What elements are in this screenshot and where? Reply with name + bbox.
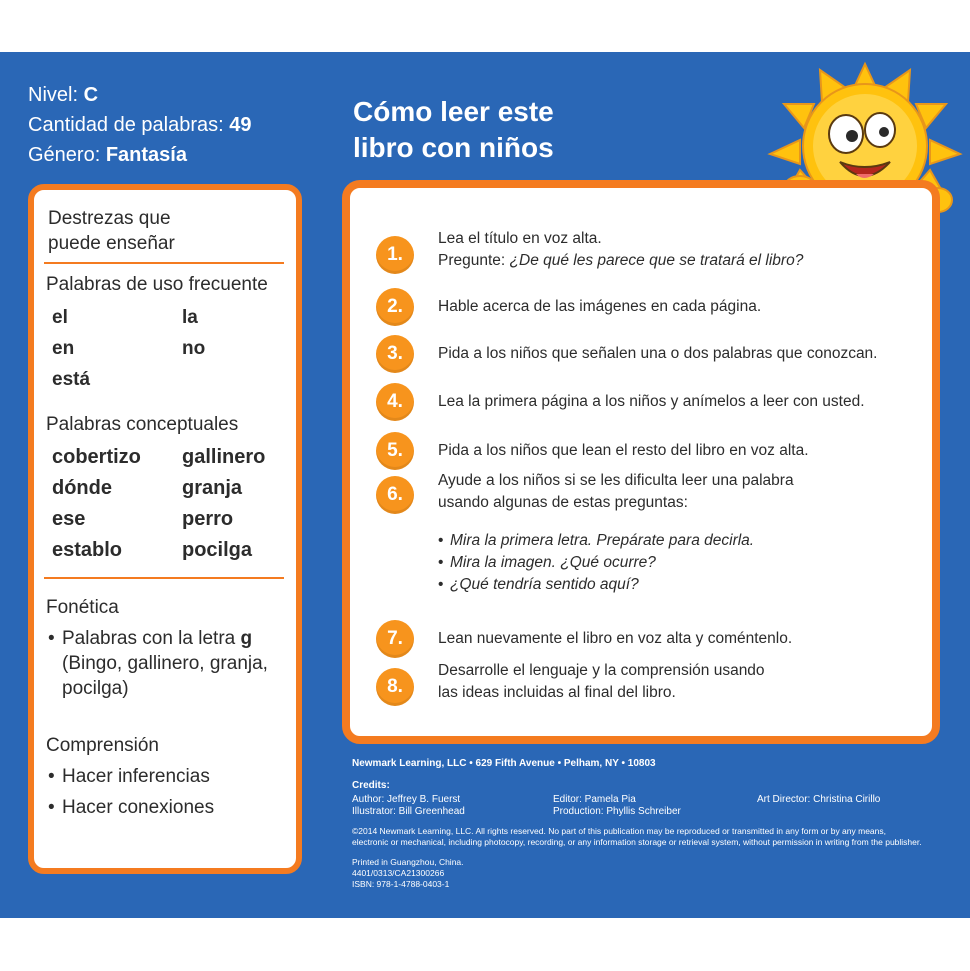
isbn: ISBN: 978-1-4788-0403-1 [352,879,450,889]
step-line [438,250,918,272]
step-line: Lea el título en voz alta. [438,230,602,247]
list-item [46,626,282,701]
title-line-2: libro con niños [353,132,554,163]
legal-line: electronic or mechanical, including photocopy, recording, or any information storage or retrieval system, without permission in writing from the publisher. [352,837,922,847]
printed-location: Printed in Guangzhou, China. [352,857,464,867]
step-line: las ideas incluidas al final del libro. [438,684,676,701]
word: perro [182,508,234,530]
step-number: 6. [376,476,414,514]
word: no [182,338,206,359]
step-number: 8. [376,668,414,706]
production-credit: Production: Phyllis Schreiber [553,806,681,817]
step-line: Desarrolle el lenguaje y la comprensión usando [438,662,765,679]
author-credit: Author: Jeffrey B. Fuerst [352,794,461,805]
step-text: Pida a los niños que señalen una o dos palabras que conozcan. [438,345,878,362]
section-divider [44,262,284,264]
printing-info [352,857,464,890]
book-meta [28,80,252,170]
step-text [438,470,918,596]
step-number: 2. [376,288,414,326]
art-director-credit: Art Director: Christina Cirillo [757,794,881,805]
word: ese [52,508,86,530]
publisher-line: Newmark Learning, LLC • 629 Fifth Avenue • Pelham, NY • 10803 [352,758,656,769]
credits-column-2 [553,794,681,818]
word: está [52,369,91,390]
step-text: Lean nuevamente el libro en voz alta y coméntenlo. [438,630,793,647]
high-frequency-title: Palabras de uso frecuente [46,274,268,295]
level-label: Nivel: [28,84,84,106]
word: granja [182,477,243,499]
level-value: C [83,84,99,106]
phonics-title: Fonética [46,597,119,618]
level-row [28,80,252,110]
list-item: • ¿Qué tendría sentido aquí? [438,574,918,596]
copyright-notice [352,826,952,848]
step-text: Lea la primera página a los niños y anímelos a leer con usted. [438,393,865,410]
concept-words-title: Palabras conceptuales [46,414,239,435]
concept-words [46,445,282,563]
word: gallinero [182,446,266,468]
skills-title-line-2: puede enseñar [48,233,175,254]
page-title [353,94,673,166]
credits-column-1 [352,794,465,818]
step-number: 1. [376,236,414,274]
word: el [52,307,68,328]
step-number: 3. [376,335,414,373]
step-number: 5. [376,432,414,470]
word: cobertizo [52,446,141,468]
credits-heading: Credits: [352,780,390,791]
illustrator-credit: Illustrator: Bill Greenhead [352,806,465,817]
comprehension-title: Comprensión [46,735,159,756]
word-count-label: Cantidad de palabras: [28,114,230,136]
step-text: Hable acerca de las imágenes en cada página. [438,298,762,315]
word: establo [52,539,123,561]
legal-line: ©2014 Newmark Learning, LLC. All rights reserved. No part of this publication may be reproduced or transmitted in any form or by any means, [352,826,886,836]
list-item: • Hacer inferencias [46,764,282,789]
phonics-examples: (Bingo, gallinero, granja, pocilga) [62,653,268,699]
step-text [438,228,918,272]
word: dónde [52,477,112,499]
step-text: Pida a los niños que lean el resto del libro en voz alta. [438,442,809,459]
print-code: 4401/0313/CA21300266 [352,868,445,878]
genre-label: Género: [28,144,106,166]
question-list [438,530,918,596]
editor-credit: Editor: Pamela Pia [553,794,636,805]
skills-title-line-1: Destrezas que [48,208,171,229]
list-item: • Mira la imagen. ¿Qué ocurre? [438,552,918,574]
step-line: Ayude a los niños si se les dificulta leer una palabra [438,472,794,489]
word: en [52,338,75,359]
phonics-letter: g [240,628,253,649]
credits-column-3 [757,794,880,806]
word-count-value: 49 [229,114,252,136]
question-text: ¿De qué les parece que se tratará el libro? [509,252,804,269]
section-divider [44,577,284,579]
title-line-1: Cómo leer este [353,96,554,127]
word-count-row [28,110,252,140]
question-prefix: Pregunte: [438,252,510,269]
step-number: 7. [376,620,414,658]
skills-title [46,206,282,256]
high-frequency-words [46,305,282,392]
genre-value: Fantasía [105,144,187,166]
genre-row [28,140,252,170]
word: la [182,307,198,328]
list-item: • Mira la primera letra. Prepárate para decirla. [438,530,918,552]
phonics-list [46,626,282,701]
step-line: usando algunas de estas preguntas: [438,494,688,511]
step-number: 4. [376,383,414,421]
phonics-item-text: Palabras con la letra [62,628,241,649]
list-item: • Hacer conexiones [46,795,282,820]
word: pocilga [182,539,253,561]
comprehension-list [46,764,282,820]
step-text [438,660,918,704]
skills-card [28,184,302,874]
instructions-card [342,180,940,744]
